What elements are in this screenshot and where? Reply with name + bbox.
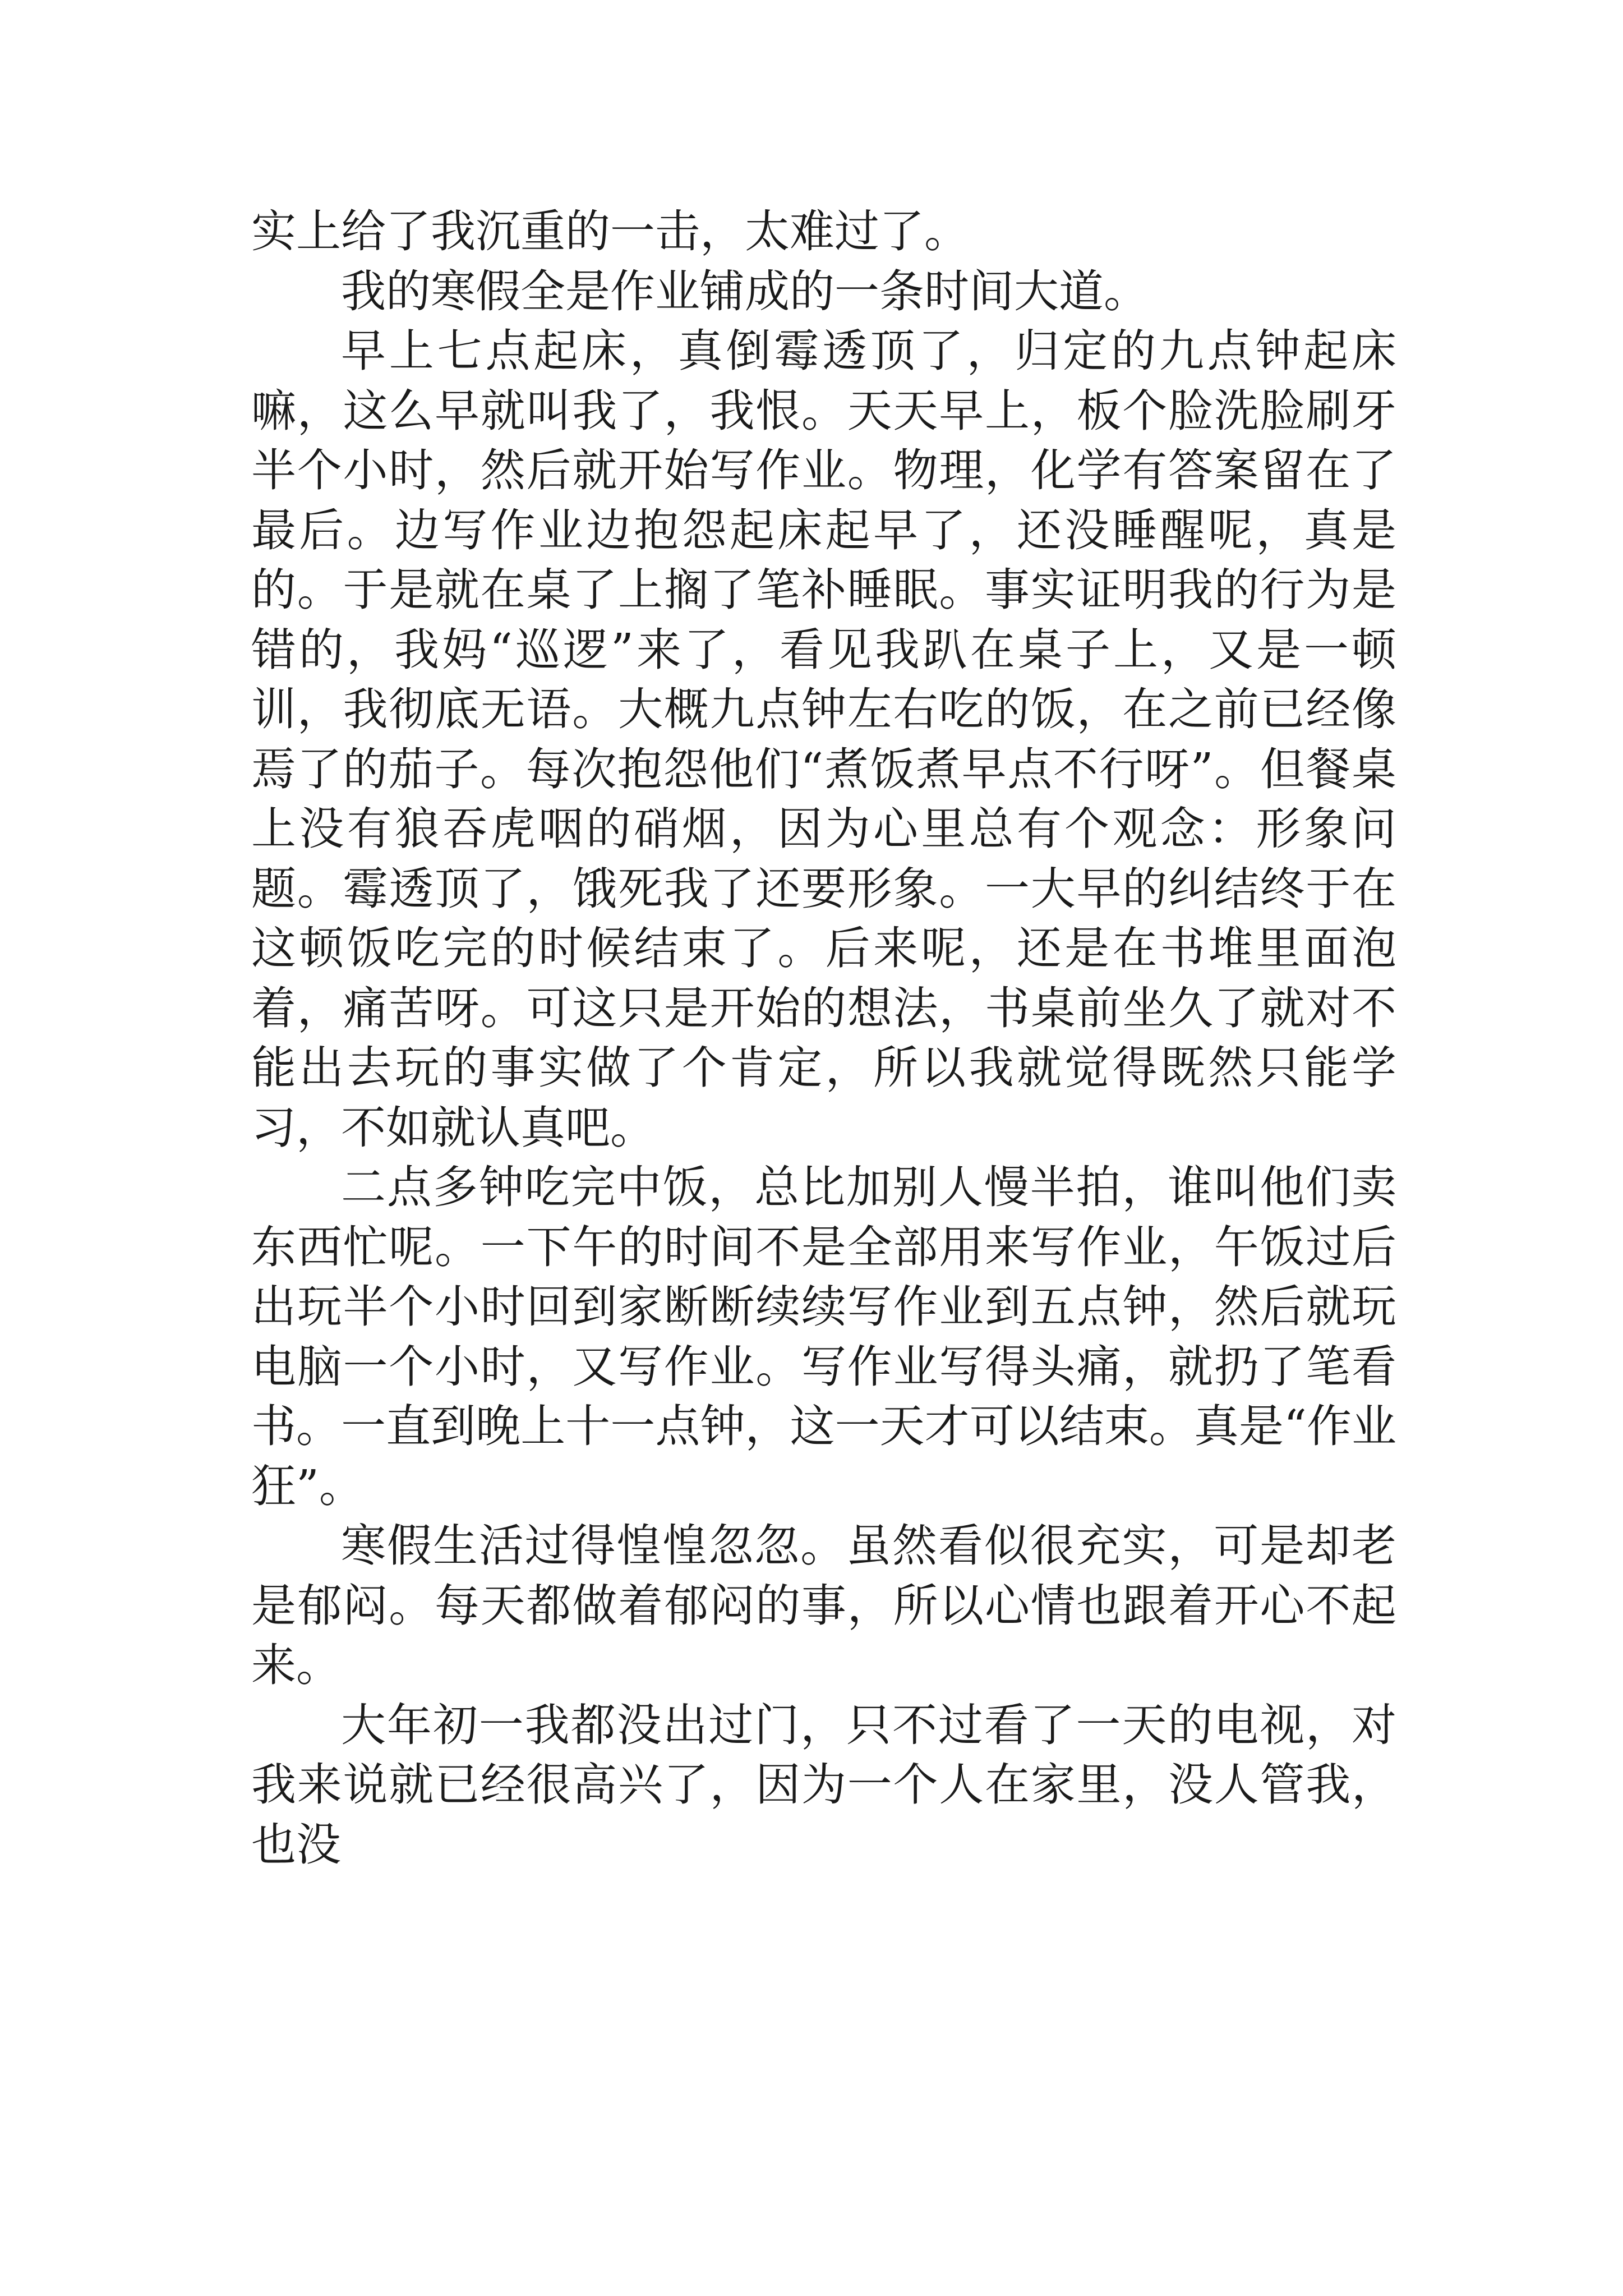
paragraph-2: 我的寒假全是作业铺成的一条时间大道。 [341,265,1149,318]
paragraph-5: 寒假生活过得惶惶忽忽。虽然看似很充实，可是却老是郁闷。每天都做着郁闷的事，所以心情也跟着开心不起来。 [251,1520,1396,1691]
paragraph-3: 早上七点起床，真倒霉透顶了，归定的九点钟起床嘛，这么早就叫我了，我恨。天天早上，板个脸洗脸刷牙半个小时，然后就开始写作业。物理，化学有答案留在了最后。边写作业边抱怨起床起早了，还没睡醒呢，真是的。于是就在桌了上搁了笔补睡眠。事实证明我的行为是错的，我妈“巡逻”来了，看见我趴在桌子上，又是一顿训，我彻底无语。大概九点钟左右吃的饭，在之前已经像焉了的茄子。每次抱怨他们“煮饭煮早点不行呀”。但餐桌上没有狼吞虎咽的硝烟，因为心里总有个观念：形象问题。霉透顶了，饿死我了还要形象。一大早的纠结终于在这顿饭吃完的时候结束了。后来呢，还是在书堆里面泡着，痛苦呀。可这只是开始的想法，书桌前坐久了就对不能出去玩的事实做了个肯定，所以我就觉得既然只能学习，不如就认真吧。 [251,325,1396,1154]
paragraph-1: 实上给了我沉重的一击，太难过了。 [251,205,969,257]
paragraph-6: 大年初一我都没出过门，只不过看了一天的电视，对我来说就已经很高兴了，因为一个人在家里，没人管我，也没 [251,1699,1396,1871]
body-text [251,202,1396,1875]
paragraph-4: 二点多钟吃完中饭，总比加别人慢半拍，谁叫他们卖东西忙呢。一下午的时间不是全部用来写作业，午饭过后出玩半个小时回到家断断续续写作业到五点钟，然后就玩电脑一个小时，又写作业。写作业写得头痛，就扔了笔看书。一直到晚上十一点钟，这一天才可以结束。真是“作业狂”。 [251,1161,1396,1512]
